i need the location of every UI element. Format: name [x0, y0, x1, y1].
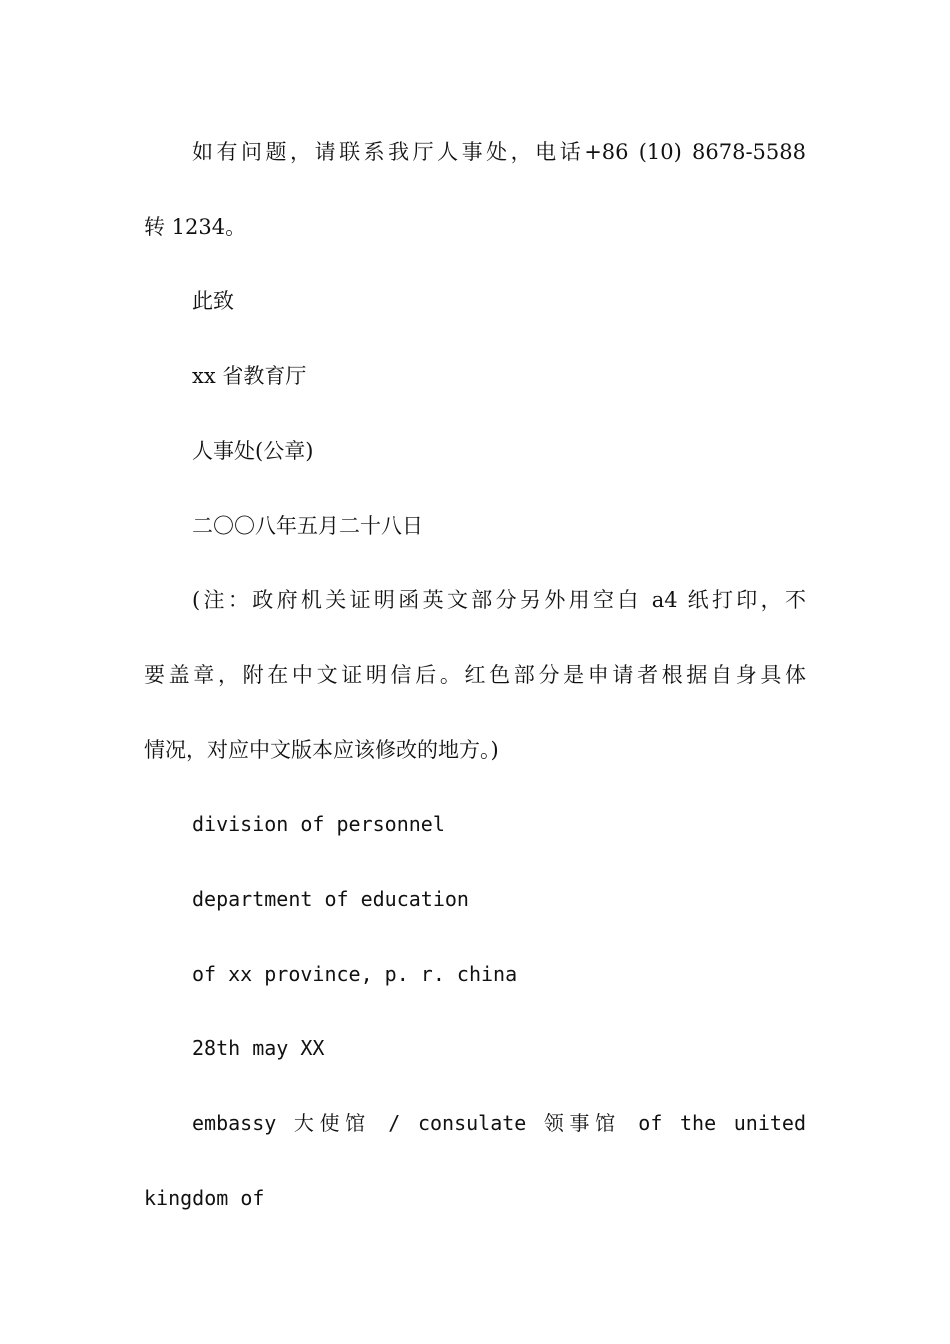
note-paragraph-line-1: (注：政府机关证明函英文部分另外用空白 a4 纸打印，不 [192, 588, 806, 612]
english-division-line: division of personnel [192, 812, 445, 836]
note-paragraph-line-2: 要盖章，附在中文证明信后。红色部分是申请者根据自身具体 [144, 663, 806, 687]
letter-date-chinese: 二〇〇八年五月二十八日 [192, 514, 423, 538]
sender-organization: xx 省教育厅 [192, 364, 307, 388]
sender-division-seal: 人事处(公章) [192, 439, 314, 463]
english-date-line: 28th may XX [192, 1036, 325, 1060]
closing-salutation: 此致 [192, 289, 234, 313]
contact-paragraph-line-1: 如有问题，请联系我厅人事处，电话+86 (10) 8678-5588 [192, 140, 806, 164]
embassy-address-line-2: kingdom of [144, 1186, 265, 1210]
note-paragraph-line-3: 情况，对应中文版本应该修改的地方。) [144, 738, 499, 762]
contact-paragraph-line-2: 转 1234。 [144, 215, 247, 239]
english-province-line: of xx province, p. r. china [192, 962, 518, 986]
embassy-address-line-1: embassy 大使馆 / consulate 领事馆 of the united [192, 1111, 806, 1135]
english-department-line: department of education [192, 887, 469, 911]
